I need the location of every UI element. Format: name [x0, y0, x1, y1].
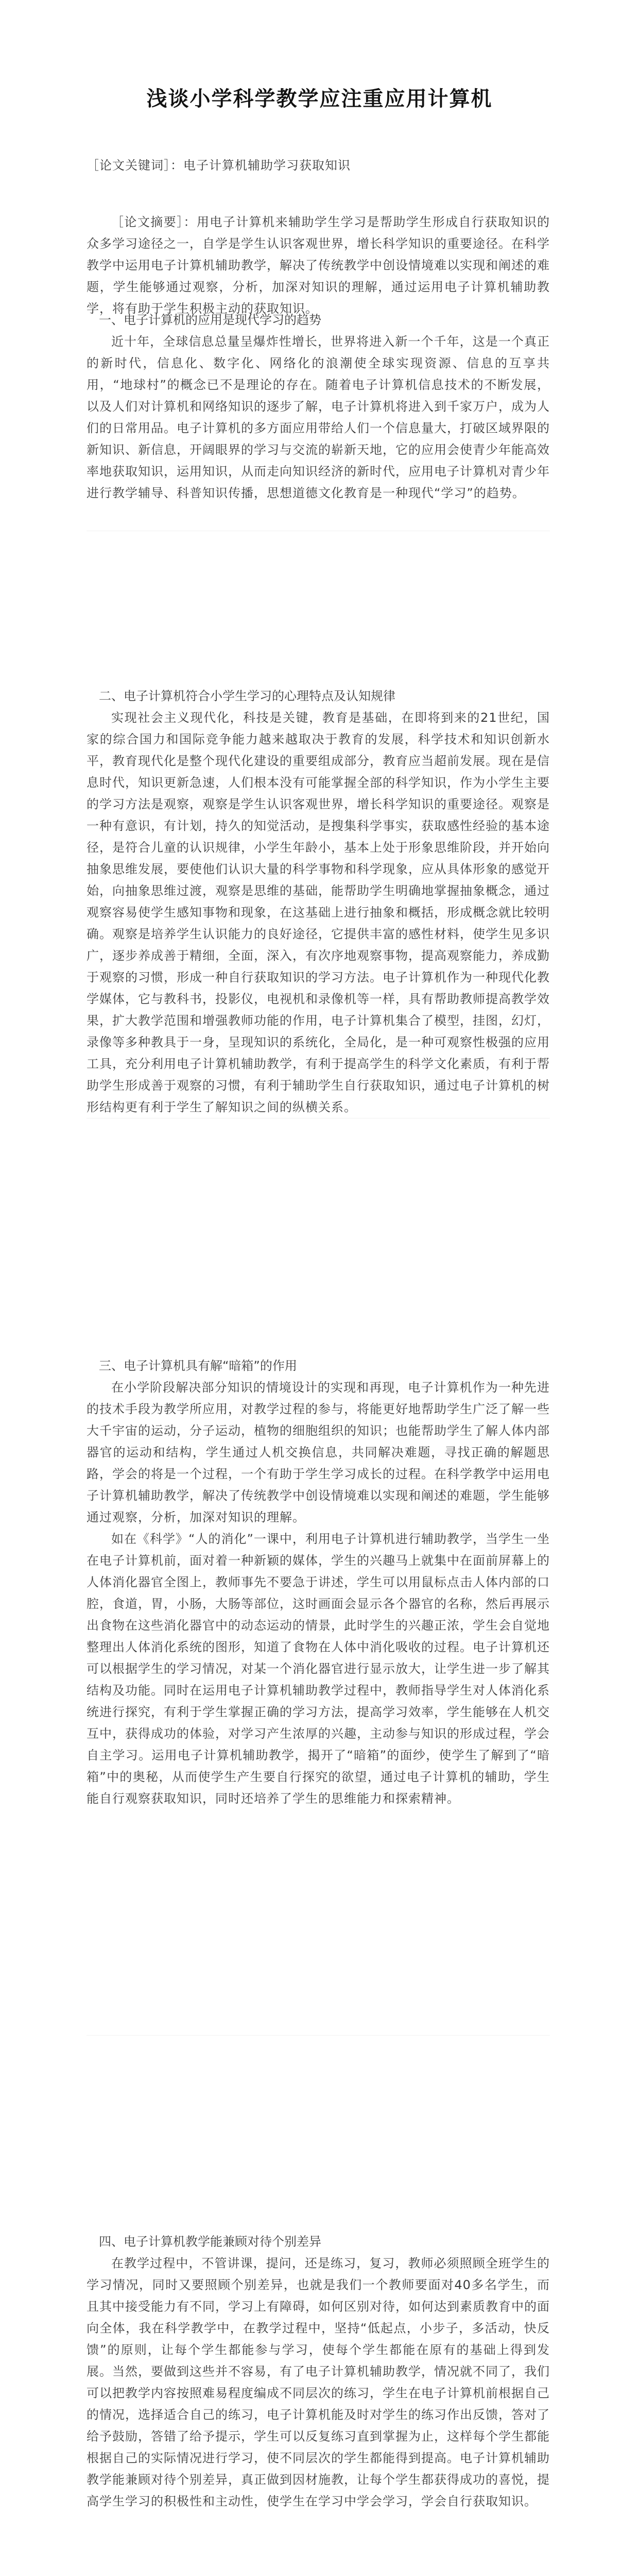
- abstract-block: [87, 211, 550, 319]
- section-2-heading: 二、电子计算机符合小学生学习的心理特点及认知规律: [99, 689, 395, 703]
- section-3: [87, 1355, 550, 1809]
- section-1: [87, 309, 550, 504]
- page-divider: [87, 2035, 550, 2036]
- section-2: [87, 685, 550, 1118]
- section-3-paragraph-1: 在小学阶段解决部分知识的情境设计的实现和再现，电子计算机作为一种先进的技术手段为教学所应用，对教学过程的参与，将能更好地帮助学生广泛了解一些大千宇宙的运动，分子运动，植物的细胞组织的知识；也能帮助学生了解人体内部器官的运动和结构，学生通过人机交换信息，共同解决难题，寻找正确的解题思路，学会的将是一个过程，一个有助于学生学习成长的过程。在科学教学中运用电子计算机辅助教学，解决了传统教学中创设情境难以实现和阐述的难题，学生能够通过观察，分析，加深对知识的理解。: [87, 1380, 550, 1524]
- section-3-heading: 三、电子计算机具有解“暗箱”的作用: [99, 1359, 297, 1373]
- section-1-paragraph: 近十年，全球信息总量呈爆炸性增长，世界将进入新一个千年，这是一个真正的新时代，信息化、数字化、网络化的浪潮使全球实现资源、信息的互享共用，“地球村”的概念已不是理论的存在。随着电子计算机信息技术的不断发展，以及人们对计算机和网络知识的逐步了解，电子计算机将进入到千家万户，成为人们的日常用品。电子计算机的多方面应用带给人们一个信息量大，打破区域界限的新知识、新信息，开阔眼界的学习与交流的崭新天地，它的应用会使青少年能高效率地获取知识，运用知识，从而走向知识经济的新时代，应用电子计算机对青少年进行教学辅导、科普知识传播，思想道德文化教育是一种现代“学习”的趋势。: [87, 334, 550, 500]
- document-title: 浅谈小学科学教学应注重应用计算机: [146, 87, 493, 111]
- keywords-block: [87, 155, 550, 176]
- keywords-text: ［论文关键词］：电子计算机辅助学习获取知识: [87, 158, 351, 173]
- abstract-text: ［论文摘要］：用电子计算机来辅助学生学习是帮助学生形成自行获取知识的众多学习途径之一，自学是学生认识客观世界，增长科学知识的重要途径。在科学教学中运用电子计算机辅助教学，解决了传统教学中创设情境难以实现和阐述的难题，学生能够通过观察，分析，加深对知识的理解，通过运用电子计算机辅助教学，将有助于学生积极主动的获取知识。: [87, 215, 550, 316]
- section-4-paragraph: 在教学过程中，不管讲课，提问，还是练习，复习，教师必须照顾全班学生的学习情况，同时又要照顾个别差异，也就是我们一个教师要面对40多名学生，而且其中接受能力有不同，学习上有障碍，如何区别对待，如何达到素质教育中的面向全体，我在科学教学中，在教学过程中，坚持“低起点，小步子，多活动，快反馈”的原则，让每个学生都能参与学习，使每个学生都能在原有的基础上得到发展。当然，要做到这些并不容易，有了电子计算机辅助教学，情况就不同了，我们可以把教学内容按照难易程度编成不同层次的练习，学生在电子计算机前根据自己的情况，选择适合自己的练习，电子计算机能及时对学生的练习作出反馈，答对了给予鼓励，答错了给予提示，学生可以反复练习直到掌握为止，这样每个学生都能根据自己的实际情况进行学习，使不同层次的学生都能得到提高。电子计算机辅助教学能兼顾对待个别差异，真正做到因材施教，让每个学生都获得成功的喜悦，提高学生学习的积极性和主动性，使学生在学习中学会学习，学会自行获取知识。: [87, 2256, 550, 2509]
- section-2-paragraph: 实现社会主义现代化，科技是关键，教育是基础，在即将到来的21世纪，国家的综合国力和国际竞争能力越来越取决于教育的发展，科学技术和知识创新水平，教育现代化是整个现代化建设的重要组成部分，教育应当超前发展。现在是信息时代，知识更新急速，人们根本没有可能掌握全部的科学知识，作为小学生主要的学习方法是观察，观察是学生认识客观世界，增长科学知识的重要途径。观察是一种有意识，有计划，持久的知觉活动，是搜集科学事实，获取感性经验的基本途径，是符合儿童的认识规律，小学生年龄小，基本上处于形象思维阶段，并开始向抽象思维发展，要使他们认识大量的科学事物和科学现象，应从具体形象的感觉开始，向抽象思维过渡，观察是思维的基础，能帮助学生明确地掌握抽象概念，通过观察容易使学生感知事物和现象，在这基础上进行抽象和概括，形成概念就比较明确。观察是培养学生认识能力的良好途径，它提供丰富的感性材料，使学生见多识广，逐步养成善于精细，全面，深入，有次序地观察事物，提高观察能力，养成勤于观察的习惯，形成一种自行获取知识的学习方法。电子计算机作为一种现代化教学媒体，它与教科书，投影仪，电视机和录像机等一样，具有帮助教师提高教学效果，扩大教学范围和增强教师功能的作用，电子计算机集合了模型，挂图，幻灯，录像等多种教具于一身，呈现知识的系统化，全局化，是一种可观察性极强的应用工具，充分利用电子计算机辅助教学，有利于提高学生的科学文化素质，有利于帮助学生形成善于观察的习惯，有利于辅助学生自行获取知识，通过电子计算机的树形结构更有利于学生了解知识之间的纵横关系。: [87, 710, 550, 1114]
- section-3-paragraph-2: 如在《科学》“人的消化”一课中，利用电子计算机进行辅助教学，当学生一坐在电子计算机前，面对着一种新颖的媒体，学生的兴趣马上就集中在面前屏幕上的人体消化器官全图上，教师事先不要急于讲述，学生可以用鼠标点击人体内部的口腔，食道，胃，小肠，大肠等部位，这时画面会显示各个器官的名称，然后再展示出食物在这些消化器官中的动态运动的情景，此时学生的兴趣正浓，学生会自觉地整理出人体消化系统的图形，知道了食物在人体中消化吸收的过程。电子计算机还可以根据学生的学习情况，对某一个消化器官进行显示放大，让学生进一步了解其结构及功能。同时在运用电子计算机辅助教学过程中，教师指导学生对人体消化系统进行探究，有利于学生掌握正确的学习方法，提高学习效率，学生能够在人机交互中，获得成功的体验，对学习产生浓厚的兴趣，主动参与知识的形成过程，学会自主学习。运用电子计算机辅助教学，揭开了“暗箱”的面纱，使学生了解到了“暗箱”中的奥秘，从而使学生产生要自行探究的欲望，通过电子计算机的辅助，学生能自行观察获取知识，同时还培养了学生的思维能力和探索精神。: [87, 1532, 550, 1806]
- section-4: [87, 2231, 550, 2512]
- section-1-heading: 一、电子计算机的应用是现代学习的趋势: [99, 313, 321, 327]
- section-4-heading: 四、电子计算机教学能兼顾对待个别差异: [99, 2234, 321, 2249]
